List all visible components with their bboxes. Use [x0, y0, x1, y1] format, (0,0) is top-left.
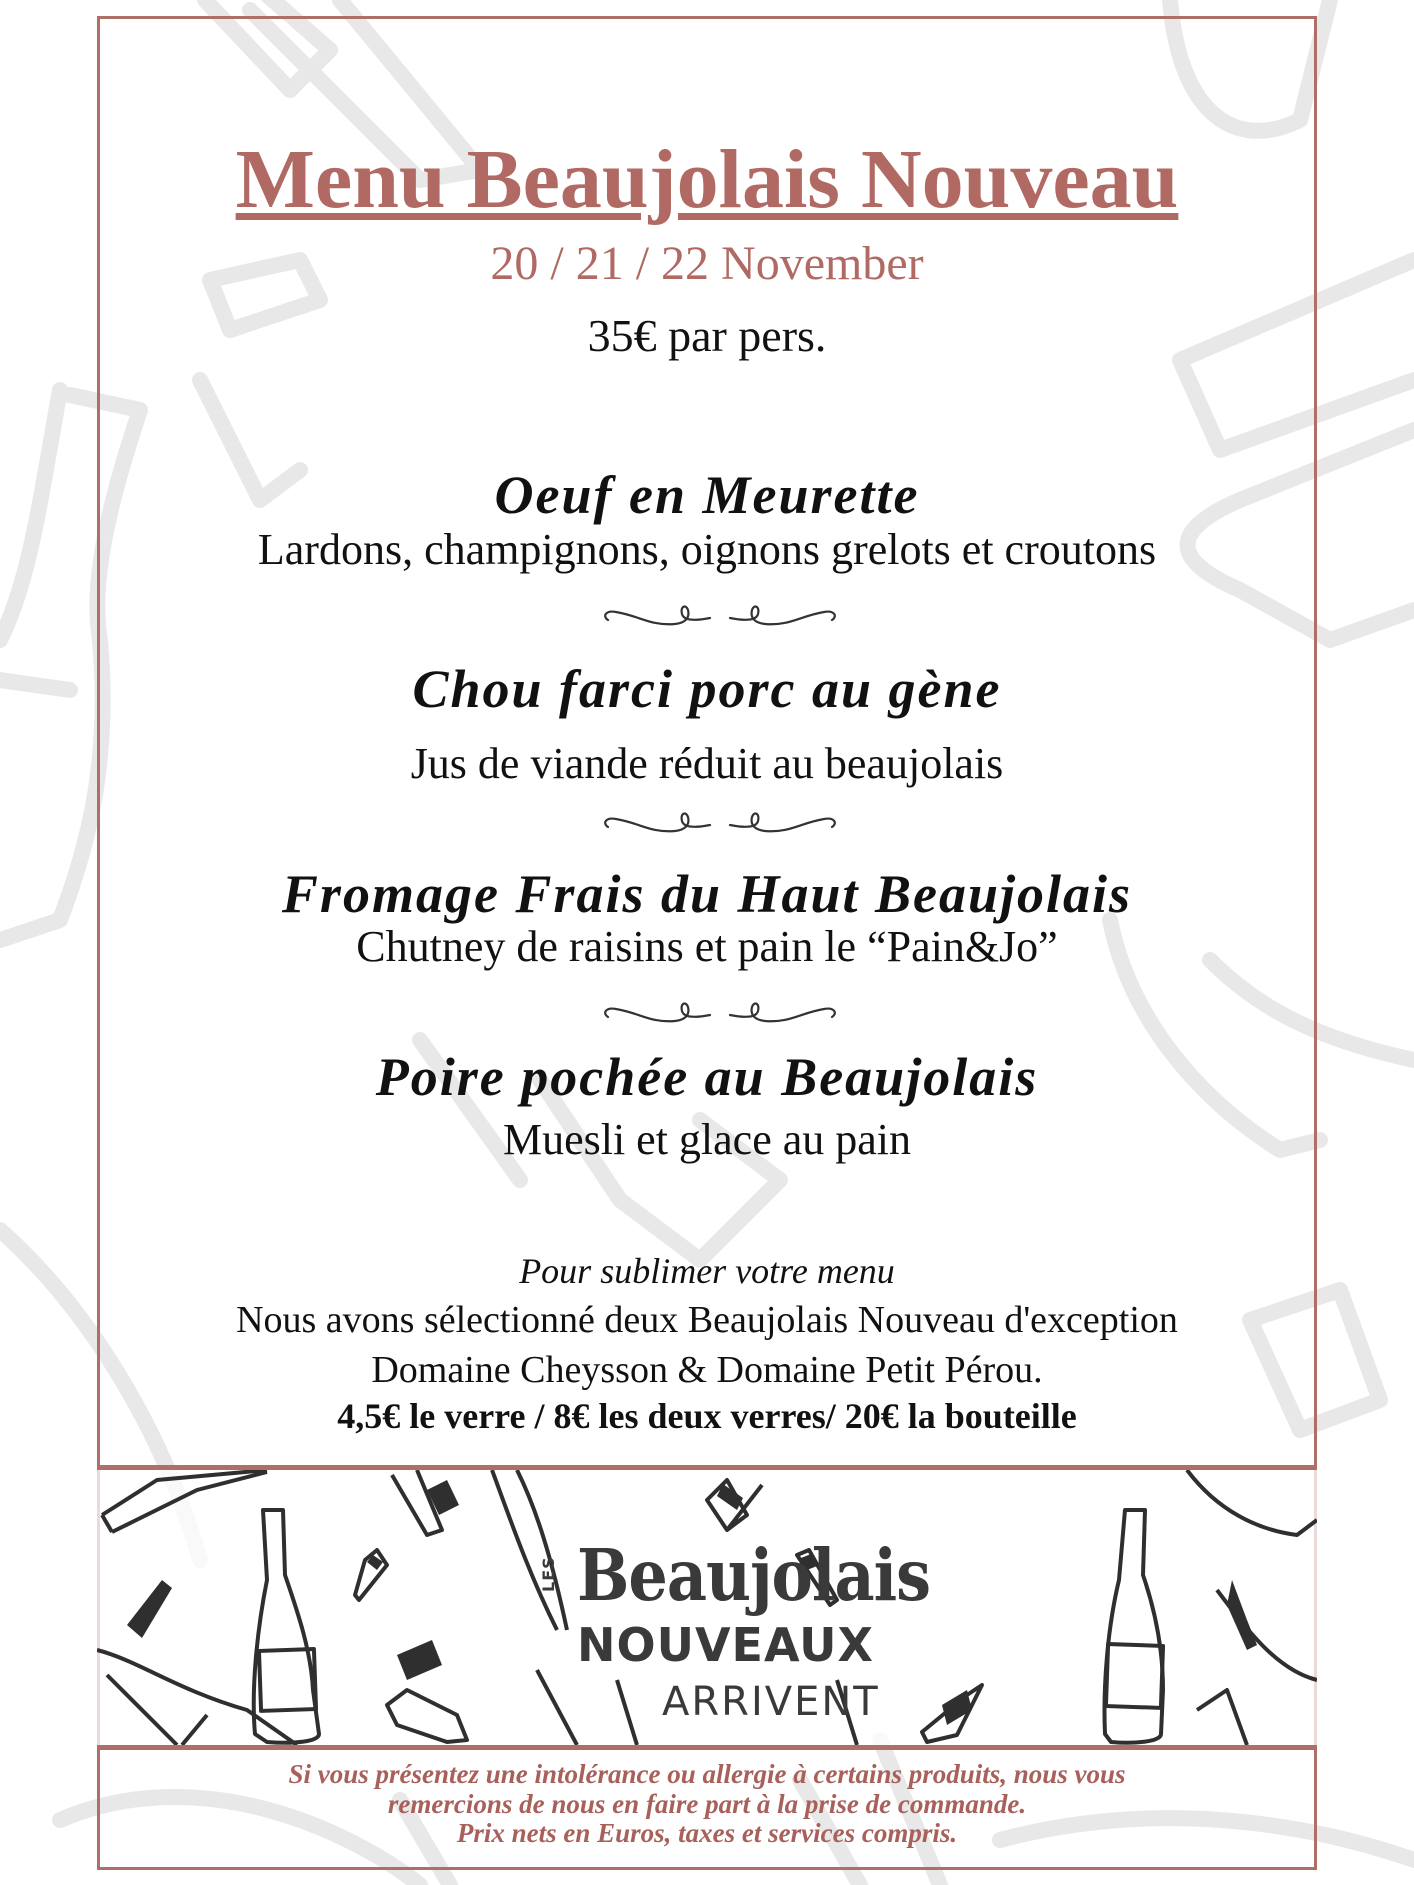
course-2-description: Jus de viande réduit au beaujolais [410, 739, 1004, 788]
logo-beaujolais: Beaujolais [577, 1533, 931, 1618]
course-1-description: Lardons, champignons, oignons grelots et croutons [257, 525, 1157, 574]
wine-prices: 4,5€ le verre / 8€ les deux verres/ 20€ la bouteille [337, 1396, 1077, 1436]
logo-arrivent: ARRIVENT [662, 1679, 880, 1725]
wine-domains: Domaine Cheysson & Domaine Petit Pérou. [371, 1349, 1043, 1391]
allergy-notice-line-2: remercions de nous en faire part à la prise de commande. [387, 1788, 1027, 1819]
wine-selection-text: Nous avons sélectionné deux Beaujolais Nouveau d'exception [236, 1299, 1178, 1341]
flourish-divider-icon [590, 805, 850, 845]
menu-title: Menu Beaujolais Nouveau [235, 133, 1179, 226]
course-1-name: Oeuf en Meurette [494, 465, 920, 525]
price-notice: Prix nets en Euros, taxes et services compris. [456, 1818, 958, 1849]
logo-nouveaux: NOUVEAUX [577, 1618, 874, 1672]
menu-price: 35€ par pers. [587, 310, 827, 361]
logo-les: LES [539, 1556, 558, 1592]
course-4-description: Muesli et glace au pain [502, 1115, 912, 1164]
allergy-notice-line-1: Si vous présentez une intolérance ou allergie à certains produits, nous vous [288, 1759, 1126, 1789]
wine-intro: Pour sublimer votre menu [519, 1251, 895, 1291]
allergy-notice [97, 1760, 1317, 1849]
course-3-name: Fromage Frais du Haut Beaujolais [281, 864, 1133, 924]
course-2-name: Chou farci porc au gène [412, 659, 1002, 719]
flourish-divider-icon [590, 995, 850, 1035]
beaujolais-banner [97, 1465, 1317, 1750]
course-3-description: Chutney de raisins et pain le “Pain&Jo” [356, 922, 1058, 971]
course-4-name: Poire pochée au Beaujolais [375, 1047, 1039, 1107]
flourish-divider-icon [590, 598, 850, 638]
menu-dates: 20 / 21 / 22 November [490, 237, 924, 290]
